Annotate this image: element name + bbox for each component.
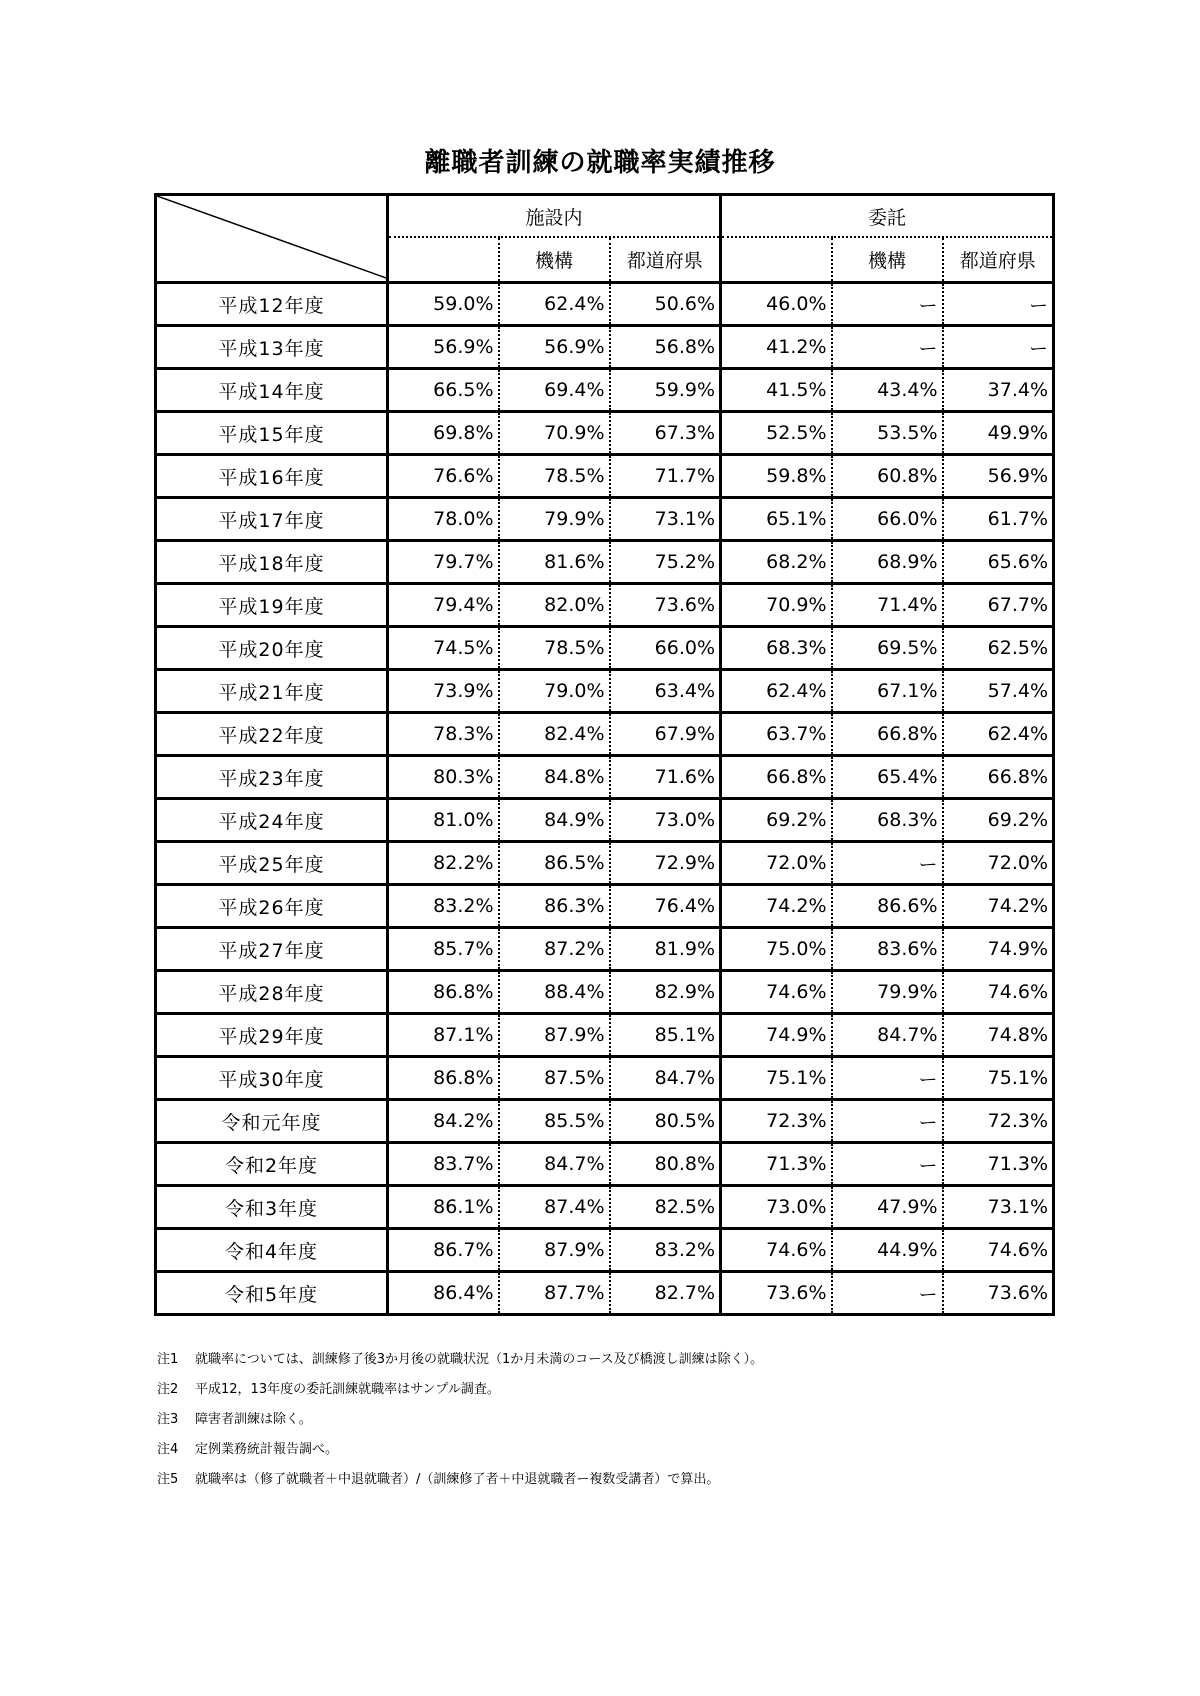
header-facility-total [388,237,499,283]
cell-facility-prefecture: 81.9% [610,928,721,971]
footnote [157,1352,763,1382]
cell-contracted-kikou: ー [832,1100,943,1143]
table-row [156,455,1054,498]
cell-contracted-total: 73.0% [721,1186,832,1229]
row-year-label: 令和2年度 [156,1143,388,1186]
cell-facility-total: 59.0% [388,283,499,326]
row-year-label: 平成25年度 [156,842,388,885]
cell-facility-total: 85.7% [388,928,499,971]
cell-facility-total: 83.2% [388,885,499,928]
cell-contracted-total: 71.3% [721,1143,832,1186]
cell-facility-total: 86.7% [388,1229,499,1272]
table-row [156,1143,1054,1186]
cell-facility-total: 82.2% [388,842,499,885]
cell-contracted-total: 72.0% [721,842,832,885]
cell-contracted-kikou: 43.4% [832,369,943,412]
cell-contracted-prefecture: ー [943,283,1054,326]
cell-contracted-kikou: 71.4% [832,584,943,627]
cell-facility-kikou: 84.8% [499,756,610,799]
cell-contracted-total: 74.2% [721,885,832,928]
cell-facility-total: 86.8% [388,971,499,1014]
row-year-label: 平成21年度 [156,670,388,713]
table-row [156,498,1054,541]
cell-facility-kikou: 81.6% [499,541,610,584]
cell-contracted-prefecture: 65.6% [943,541,1054,584]
cell-facility-kikou: 84.9% [499,799,610,842]
footnote-id: 注2 [157,1382,179,1397]
footnotes [157,1352,763,1502]
cell-facility-total: 86.4% [388,1272,499,1315]
cell-contracted-total: 68.2% [721,541,832,584]
row-year-label: 平成22年度 [156,713,388,756]
table-row [156,1186,1054,1229]
header-row-groups [156,195,1054,238]
cell-facility-total: 87.1% [388,1014,499,1057]
cell-facility-kikou: 82.4% [499,713,610,756]
cell-contracted-kikou: 79.9% [832,971,943,1014]
page-title: 離職者訓練の就職率実績推移 [424,148,776,178]
table-row [156,1100,1054,1143]
cell-facility-kikou: 87.4% [499,1186,610,1229]
footnote [157,1442,763,1472]
cell-contracted-prefecture: 74.6% [943,971,1054,1014]
cell-contracted-kikou: 66.0% [832,498,943,541]
cell-contracted-kikou: 66.8% [832,713,943,756]
cell-contracted-kikou: 68.9% [832,541,943,584]
cell-contracted-prefecture: ー [943,326,1054,369]
cell-contracted-total: 75.0% [721,928,832,971]
cell-contracted-kikou: 69.5% [832,627,943,670]
corner-diagonal-cell [156,195,388,283]
cell-facility-kikou: 86.5% [499,842,610,885]
cell-facility-prefecture: 80.5% [610,1100,721,1143]
cell-contracted-prefecture: 73.6% [943,1272,1054,1315]
cell-facility-kikou: 88.4% [499,971,610,1014]
row-year-label: 平成23年度 [156,756,388,799]
table-row [156,541,1054,584]
cell-contracted-kikou: 86.6% [832,885,943,928]
cell-facility-prefecture: 67.3% [610,412,721,455]
table-row [156,928,1054,971]
cell-facility-kikou: 87.9% [499,1229,610,1272]
cell-facility-prefecture: 85.1% [610,1014,721,1057]
cell-facility-kikou: 78.5% [499,627,610,670]
cell-contracted-prefecture: 74.9% [943,928,1054,971]
cell-contracted-prefecture: 67.7% [943,584,1054,627]
footnote-text: 平成12，13年度の委託訓練就職率はサンプル調査。 [195,1382,500,1397]
cell-contracted-total: 41.5% [721,369,832,412]
table-row [156,584,1054,627]
cell-facility-kikou: 79.0% [499,670,610,713]
cell-contracted-total: 66.8% [721,756,832,799]
row-year-label: 平成16年度 [156,455,388,498]
cell-contracted-prefecture: 37.4% [943,369,1054,412]
cell-contracted-kikou: 53.5% [832,412,943,455]
cell-contracted-kikou: ー [832,1057,943,1100]
cell-contracted-total: 70.9% [721,584,832,627]
cell-facility-total: 84.2% [388,1100,499,1143]
cell-contracted-total: 75.1% [721,1057,832,1100]
row-year-label: 平成24年度 [156,799,388,842]
cell-facility-prefecture: 73.1% [610,498,721,541]
footnote-id: 注1 [157,1352,179,1367]
cell-facility-prefecture: 73.0% [610,799,721,842]
cell-facility-prefecture: 84.7% [610,1057,721,1100]
employment-rate-table [154,193,1055,1316]
table-row [156,1272,1054,1315]
cell-contracted-total: 73.6% [721,1272,832,1315]
cell-facility-prefecture: 50.6% [610,283,721,326]
table-row [156,670,1054,713]
row-year-label: 平成14年度 [156,369,388,412]
footnote-text: 就職率については、訓練修了後3か月後の就職状況（1か月未満のコース及び橋渡し訓練は除く）。 [195,1352,764,1367]
footnote-text: 定例業務統計報告調べ。 [195,1442,339,1457]
cell-facility-kikou: 86.3% [499,885,610,928]
table-row [156,627,1054,670]
cell-facility-total: 76.6% [388,455,499,498]
cell-facility-prefecture: 71.7% [610,455,721,498]
cell-facility-prefecture: 73.6% [610,584,721,627]
cell-contracted-kikou: 60.8% [832,455,943,498]
cell-contracted-prefecture: 57.4% [943,670,1054,713]
cell-contracted-kikou: ー [832,326,943,369]
table-row [156,1014,1054,1057]
footnote-id: 注3 [157,1412,179,1427]
cell-contracted-prefecture: 49.9% [943,412,1054,455]
cell-facility-total: 56.9% [388,326,499,369]
cell-facility-kikou: 84.7% [499,1143,610,1186]
cell-contracted-kikou: 83.6% [832,928,943,971]
cell-facility-kikou: 87.7% [499,1272,610,1315]
cell-facility-prefecture: 72.9% [610,842,721,885]
cell-facility-kikou: 78.5% [499,455,610,498]
cell-facility-prefecture: 66.0% [610,627,721,670]
table-row [156,1057,1054,1100]
table-row [156,326,1054,369]
cell-facility-kikou: 85.5% [499,1100,610,1143]
cell-facility-prefecture: 59.9% [610,369,721,412]
cell-facility-kikou: 62.4% [499,283,610,326]
header-facility-kikou: 機構 [499,237,610,283]
row-year-label: 令和4年度 [156,1229,388,1272]
row-year-label: 令和3年度 [156,1186,388,1229]
footnote [157,1472,763,1502]
row-year-label: 平成19年度 [156,584,388,627]
cell-facility-prefecture: 82.9% [610,971,721,1014]
table-row [156,412,1054,455]
header-facility: 施設内 [388,195,721,238]
table-row [156,885,1054,928]
cell-contracted-kikou: 44.9% [832,1229,943,1272]
cell-contracted-total: 74.6% [721,971,832,1014]
cell-facility-prefecture: 71.6% [610,756,721,799]
cell-contracted-kikou: 68.3% [832,799,943,842]
cell-contracted-total: 41.2% [721,326,832,369]
cell-contracted-total: 63.7% [721,713,832,756]
footnote-text: 障害者訓練は除く。 [195,1412,312,1427]
cell-contracted-prefecture: 62.5% [943,627,1054,670]
cell-facility-total: 69.8% [388,412,499,455]
table-row [156,971,1054,1014]
cell-contracted-prefecture: 71.3% [943,1143,1054,1186]
row-year-label: 平成28年度 [156,971,388,1014]
cell-facility-kikou: 69.4% [499,369,610,412]
cell-facility-kikou: 70.9% [499,412,610,455]
cell-facility-prefecture: 82.7% [610,1272,721,1315]
header-contracted: 委託 [721,195,1054,238]
cell-facility-total: 78.0% [388,498,499,541]
row-year-label: 平成12年度 [156,283,388,326]
cell-facility-prefecture: 75.2% [610,541,721,584]
cell-contracted-prefecture: 74.8% [943,1014,1054,1057]
cell-facility-prefecture: 76.4% [610,885,721,928]
cell-facility-total: 73.9% [388,670,499,713]
row-year-label: 平成18年度 [156,541,388,584]
cell-facility-prefecture: 83.2% [610,1229,721,1272]
cell-facility-kikou: 82.0% [499,584,610,627]
cell-facility-total: 86.8% [388,1057,499,1100]
cell-contracted-prefecture: 61.7% [943,498,1054,541]
footnote [157,1382,763,1412]
row-year-label: 平成30年度 [156,1057,388,1100]
cell-contracted-kikou: 67.1% [832,670,943,713]
footnote-id: 注5 [157,1472,179,1487]
cell-contracted-prefecture: 74.2% [943,885,1054,928]
header-contracted-total [721,237,832,283]
table-row [156,1229,1054,1272]
cell-contracted-prefecture: 73.1% [943,1186,1054,1229]
cell-contracted-total: 72.3% [721,1100,832,1143]
cell-facility-kikou: 79.9% [499,498,610,541]
cell-facility-total: 74.5% [388,627,499,670]
cell-facility-total: 80.3% [388,756,499,799]
cell-facility-total: 81.0% [388,799,499,842]
row-year-label: 令和元年度 [156,1100,388,1143]
row-year-label: 平成20年度 [156,627,388,670]
row-year-label: 平成13年度 [156,326,388,369]
cell-contracted-kikou: ー [832,1272,943,1315]
cell-contracted-kikou: 47.9% [832,1186,943,1229]
table-row [156,799,1054,842]
cell-contracted-prefecture: 72.0% [943,842,1054,885]
cell-facility-kikou: 87.2% [499,928,610,971]
row-year-label: 平成27年度 [156,928,388,971]
diagonal-line [157,196,389,279]
row-year-label: 令和5年度 [156,1272,388,1315]
cell-contracted-prefecture: 56.9% [943,455,1054,498]
cell-facility-prefecture: 82.5% [610,1186,721,1229]
cell-contracted-total: 59.8% [721,455,832,498]
cell-contracted-prefecture: 66.8% [943,756,1054,799]
footnote [157,1412,763,1442]
cell-contracted-kikou: 84.7% [832,1014,943,1057]
cell-facility-total: 79.7% [388,541,499,584]
cell-facility-total: 79.4% [388,584,499,627]
table-row [156,713,1054,756]
cell-contracted-total: 69.2% [721,799,832,842]
cell-facility-prefecture: 63.4% [610,670,721,713]
cell-contracted-kikou: ー [832,1143,943,1186]
cell-contracted-kikou: 65.4% [832,756,943,799]
table-row [156,283,1054,326]
cell-facility-kikou: 56.9% [499,326,610,369]
footnote-text: 就職率は（修了就職者＋中退就職者）/（訓練修了者＋中退就職者ー複数受講者）で算出。 [195,1472,720,1487]
table-row [156,842,1054,885]
cell-facility-prefecture: 80.8% [610,1143,721,1186]
header-contracted-prefecture: 都道府県 [959,250,1036,272]
cell-facility-total: 78.3% [388,713,499,756]
cell-facility-kikou: 87.5% [499,1057,610,1100]
cell-contracted-total: 68.3% [721,627,832,670]
cell-facility-total: 83.7% [388,1143,499,1186]
row-year-label: 平成29年度 [156,1014,388,1057]
cell-contracted-total: 74.6% [721,1229,832,1272]
cell-contracted-total: 65.1% [721,498,832,541]
footnote-id: 注4 [157,1442,179,1457]
header-facility-prefecture: 都道府県 [610,237,721,283]
cell-contracted-prefecture: 69.2% [943,799,1054,842]
cell-facility-kikou: 87.9% [499,1014,610,1057]
cell-contracted-prefecture: 62.4% [943,713,1054,756]
cell-contracted-prefecture: 72.3% [943,1100,1054,1143]
cell-contracted-prefecture: 74.6% [943,1229,1054,1272]
row-year-label: 平成17年度 [156,498,388,541]
cell-contracted-kikou: ー [832,283,943,326]
cell-facility-total: 66.5% [388,369,499,412]
row-year-label: 平成15年度 [156,412,388,455]
cell-contracted-total: 62.4% [721,670,832,713]
cell-facility-total: 86.1% [388,1186,499,1229]
cell-contracted-total: 52.5% [721,412,832,455]
cell-facility-prefecture: 56.8% [610,326,721,369]
cell-contracted-total: 74.9% [721,1014,832,1057]
cell-facility-prefecture: 67.9% [610,713,721,756]
table-row [156,369,1054,412]
cell-contracted-total: 46.0% [721,283,832,326]
cell-contracted-kikou: ー [832,842,943,885]
row-year-label: 平成26年度 [156,885,388,928]
header-contracted-kikou: 機構 [832,237,943,283]
cell-contracted-prefecture: 75.1% [943,1057,1054,1100]
table-row [156,756,1054,799]
